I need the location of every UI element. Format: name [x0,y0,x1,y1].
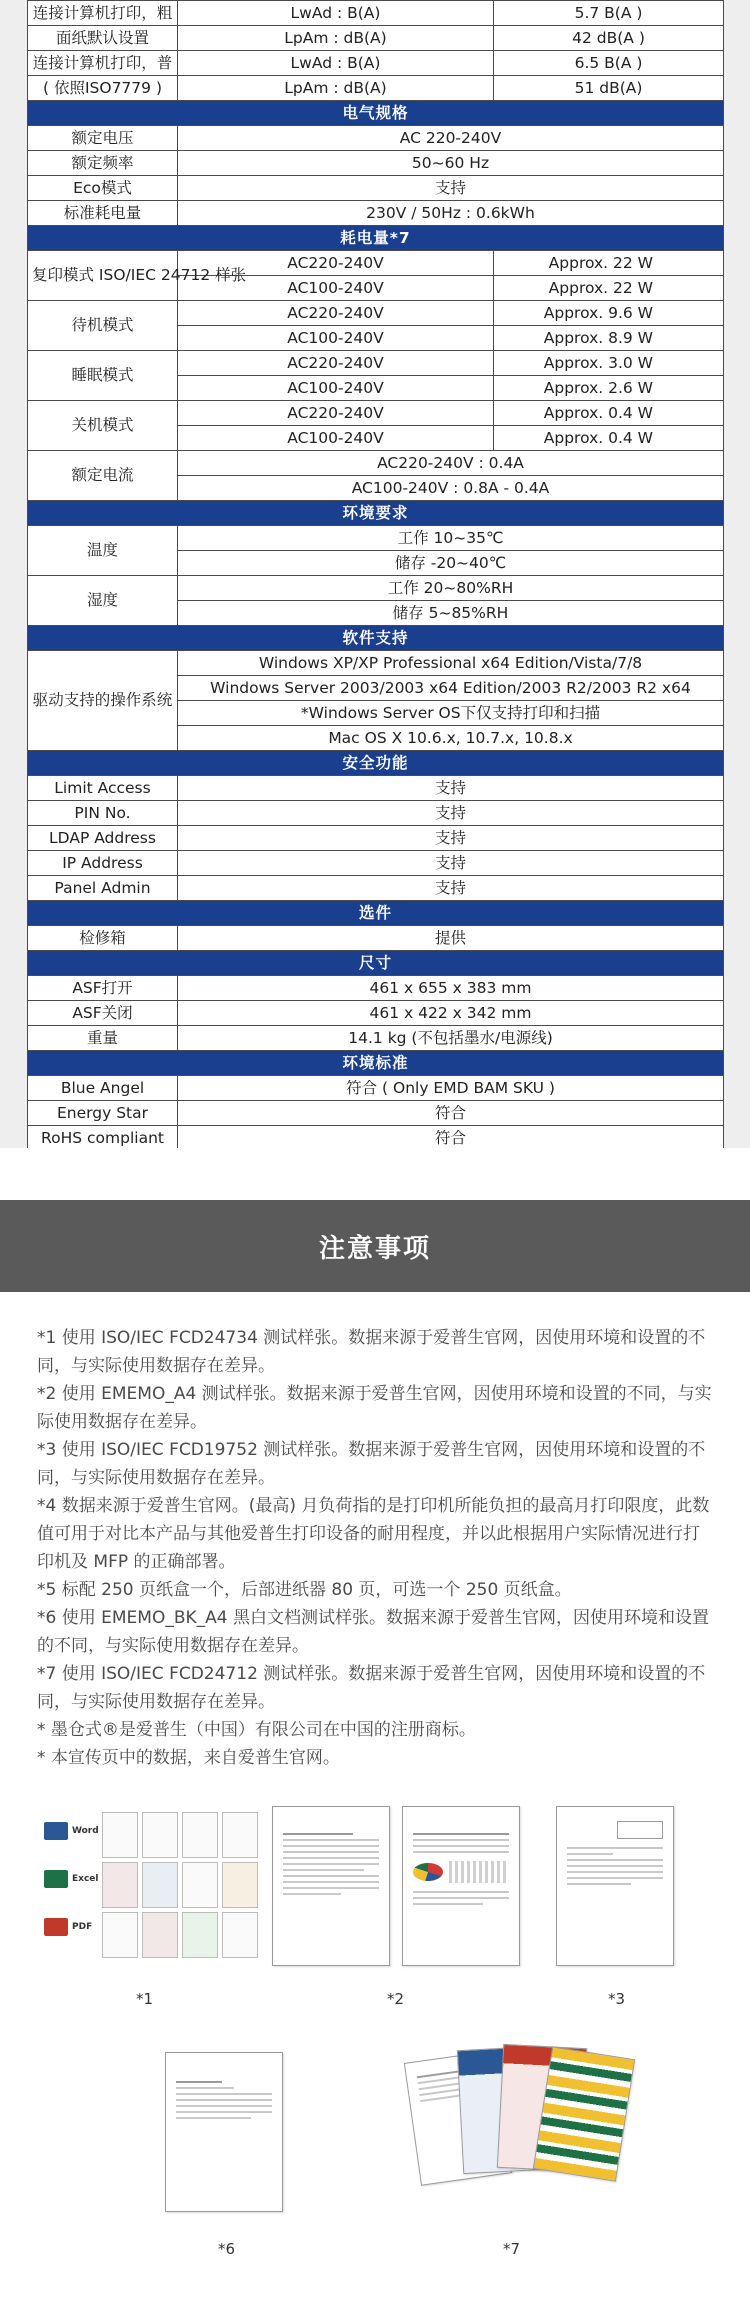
row-value: 提供 [178,926,724,951]
row-label: ASF关闭 [28,1001,178,1026]
excel-label: Excel [72,1874,99,1884]
row-value: 支持 [178,801,724,826]
table-row [28,826,724,851]
table-row [28,1076,724,1101]
row-value: 工作 10~35℃ [178,526,724,551]
row-value: 6.5 B(A ) [494,51,724,76]
note-item: * 墨仓式®是爱普生（中国）有限公司在中国的注册商标。 [37,1720,476,1740]
voltage-cell: AC100-240V [178,376,494,401]
row-value: 5.7 B(A ) [494,1,724,26]
table-row [28,76,724,101]
table-row [28,26,724,51]
sample-page-thumb [222,1862,258,1908]
row-label: ( 依照ISO7779 ) [28,76,178,101]
row-label: Blue Angel [28,1076,178,1101]
table-row [28,526,724,551]
spacer [0,1148,750,1200]
sample-3 [402,1806,520,1966]
sample-6 [165,2052,283,2212]
notes-list [0,1292,750,1772]
row-label: LDAP Address [28,826,178,851]
group-label: 湿度 [28,576,178,626]
table-row [28,651,724,676]
group-label: 温度 [28,526,178,576]
wattage-cell: Approx. 8.9 W [494,326,724,351]
section-header-row [28,951,724,976]
row-label: 面纸默认设置 [28,26,178,51]
row-value: 储存 5~85%RH [178,601,724,626]
table-row [28,451,724,476]
row-label: Panel Admin [28,876,178,901]
section-header-row [28,101,724,126]
wattage-cell: Approx. 0.4 W [494,426,724,451]
wattage-cell: Approx. 22 W [494,276,724,301]
voltage-cell: AC100-240V [178,426,494,451]
row-value: 工作 20~80%RH [178,576,724,601]
table-row [28,126,724,151]
sample-page-thumb [182,1862,218,1908]
note-item: *2 使用 EMEMO_A4 测试样张。数据来源于爱普生官网，因使用环境和设置的不同，与实际使用数据存在差异。 [37,1384,712,1432]
sample-letter [556,1806,674,1966]
row-value: 支持 [178,876,724,901]
sample-page-thumb [182,1812,218,1858]
row-label: Eco模式 [28,176,178,201]
sample-page-thumb [102,1812,138,1858]
section-title: 安全功能 [28,751,724,776]
spec-table [27,0,724,1151]
note-item: *6 使用 EMEMO_BK_A4 黑白文档测试样张。数据来源于爱普生官网，因使用环境和设置的不同，与实际使用数据存在差异。 [37,1608,709,1656]
row-value: 支持 [178,826,724,851]
row-value: AC220-240V : 0.4A [178,451,724,476]
brochure-page [533,2046,635,2182]
sample-page-thumb [222,1812,258,1858]
section-title: 环境标准 [28,1051,724,1076]
group-label: 复印模式 ISO/IEC 24712 样张 [28,251,178,301]
excel-icon [44,1870,68,1888]
row-label: PIN No. [28,801,178,826]
table-row [28,301,724,326]
sample-page-thumb [222,1912,258,1958]
sample-page-thumb [142,1912,178,1958]
sample-page-thumb [102,1912,138,1958]
pie-chart-icon [413,1863,443,1881]
section-header-row [28,751,724,776]
note-item: *3 使用 ISO/IEC FCD19752 测试样张。数据来源于爱普生官网，因使用环境和设置的不同，与实际使用数据存在差异。 [37,1440,706,1488]
row-value: 符合 ( Only EMD BAM SKU ) [178,1076,724,1101]
table-row [28,1,724,26]
row-label: 检修箱 [28,926,178,951]
section-header-row [28,501,724,526]
section-title: 电气规格 [28,101,724,126]
note-item: *5 标配 250 页纸盒一个，后部进纸器 80 页，可选一个 250 页纸盒。 [37,1580,572,1600]
row-value: *Windows Server OS下仅支持打印和扫描 [178,701,724,726]
group-label: 睡眠模式 [28,351,178,401]
row-value: 储存 -20~40℃ [178,551,724,576]
row-label: 额定电压 [28,126,178,151]
notes-header [0,1200,750,1292]
row-label: 额定频率 [28,151,178,176]
table-row [28,576,724,601]
note-item: *4 数据来源于爱普生官网。(最高) 月负荷指的是打印机所能负担的最高月打印限度，此数值可用于对比本产品与其他爱普生打印设备的耐用程度，并以此根据用户实际情况进行打印机及 MFP 的正确部署。 [37,1496,710,1572]
table-row [28,801,724,826]
row-value: Windows Server 2003/2003 x64 Edition/2003 R2/2003 R2 x64 [178,676,724,701]
table-row [28,51,724,76]
section-header-row [28,1051,724,1076]
wattage-cell: Approx. 2.6 W [494,376,724,401]
word-icon [44,1822,68,1840]
group-label: 驱动支持的操作系统 [28,651,178,751]
row-value: LpAm : dB(A) [178,76,494,101]
table-row [28,351,724,376]
pdf-label: PDF [72,1922,93,1932]
note-item: *1 使用 ISO/IEC FCD24734 测试样张。数据来源于爱普生官网，因使用环境和设置的不同，与实际使用数据存在差异。 [37,1328,706,1376]
group-label: 待机模式 [28,301,178,351]
sample-label: *6 [218,2240,236,2258]
row-value: 支持 [178,776,724,801]
wattage-cell: Approx. 9.6 W [494,301,724,326]
wattage-cell: Approx. 0.4 W [494,401,724,426]
group-label: 额定电流 [28,451,178,501]
sample-2 [272,1806,390,1966]
row-label: ASF打开 [28,976,178,1001]
row-value: 230V / 50Hz : 0.6kWh [178,201,724,226]
wattage-cell: Approx. 22 W [494,251,724,276]
section-title: 耗电量*7 [28,226,724,251]
row-value: LwAd : B(A) [178,51,494,76]
row-value: LpAm : dB(A) [178,26,494,51]
row-value: Mac OS X 10.6.x, 10.7.x, 10.8.x [178,726,724,751]
section-header-row [28,901,724,926]
row-label: IP Address [28,851,178,876]
row-value: 42 dB(A ) [494,26,724,51]
table-row [28,251,724,276]
voltage-cell: AC220-240V [178,351,494,376]
voltage-cell: AC220-240V [178,251,494,276]
logo-box [617,1821,663,1839]
sample-page-thumb [142,1862,178,1908]
table-row [28,976,724,1001]
spec-section [0,0,750,1148]
sample-label: *7 [503,2240,521,2258]
row-value: 50~60 Hz [178,151,724,176]
row-label: 连接计算机打印，普 [28,51,178,76]
section-title: 选件 [28,901,724,926]
row-label: 连接计算机打印，粗 [28,1,178,26]
row-value: 支持 [178,851,724,876]
row-label: 重量 [28,1026,178,1051]
wattage-cell: Approx. 3.0 W [494,351,724,376]
sample-page-thumb [182,1912,218,1958]
note-item: *7 使用 ISO/IEC FCD24712 测试样张。数据来源于爱普生官网，因使用环境和设置的不同，与实际使用数据存在差异。 [37,1664,706,1712]
section-title: 环境要求 [28,501,724,526]
table-row [28,151,724,176]
row-value: Windows XP/XP Professional x64 Edition/Vista/7/8 [178,651,724,676]
table-row [28,1126,724,1151]
table-row [28,851,724,876]
table-row [28,176,724,201]
group-label: 关机模式 [28,401,178,451]
voltage-cell: AC220-240V [178,301,494,326]
row-value: 支持 [178,176,724,201]
section-header-row [28,626,724,651]
row-value: AC100-240V : 0.8A - 0.4A [178,476,724,501]
note-item: * 本宣传页中的数据，来自爱普生官网。 [37,1748,340,1768]
sample-page-thumb [102,1862,138,1908]
section-title: 尺寸 [28,951,724,976]
voltage-cell: AC100-240V [178,326,494,351]
table-row [28,1101,724,1126]
table-row [28,1001,724,1026]
voltage-cell: AC100-240V [178,276,494,301]
table-row [28,401,724,426]
table-row [28,201,724,226]
row-value: AC 220-240V [178,126,724,151]
row-value: LwAd : B(A) [178,1,494,26]
voltage-cell: AC220-240V [178,401,494,426]
row-label: Limit Access [28,776,178,801]
row-label: Energy Star [28,1101,178,1126]
sample-label: *2 [387,1990,405,2008]
row-value: 461 x 422 x 342 mm [178,1001,724,1026]
row-label: 标准耗电量 [28,201,178,226]
section-title: 软件支持 [28,626,724,651]
table-row [28,776,724,801]
row-value: 14.1 kg (不包括墨水/电源线) [178,1026,724,1051]
sample-images [0,1790,750,2310]
table-row [28,926,724,951]
row-label: RoHS compliant [28,1126,178,1151]
sample-label: *1 [136,1990,154,2008]
row-value: 符合 [178,1126,724,1151]
table-row [28,876,724,901]
row-value: 51 dB(A) [494,76,724,101]
table-row [28,1026,724,1051]
section-header-row [28,226,724,251]
word-label: Word [72,1826,99,1836]
row-value: 符合 [178,1101,724,1126]
sample-page-thumb [142,1812,178,1858]
notes-title: 注意事项 [318,1233,431,1264]
sample-label: *3 [608,1990,626,2008]
row-value: 461 x 655 x 383 mm [178,976,724,1001]
pdf-icon [44,1918,68,1936]
